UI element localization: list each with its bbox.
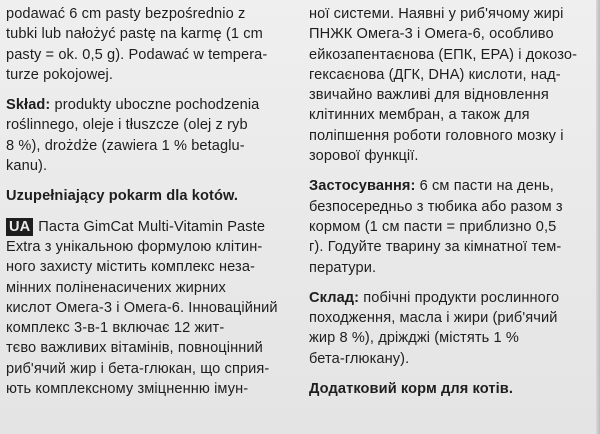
ua-intro-line: гексаєнова (ДГК, DHA) кислоти, над-: [309, 66, 561, 83]
ua-intro-line: ПНЖК Омега-3 і Омега-6, особливо: [309, 26, 554, 43]
pl-composition-text: produkty uboczne pochodzenia: [50, 97, 260, 114]
ua-language-badge: UA: [6, 218, 33, 236]
ua-intro-line: ейкозапентаєнова (ЕПК, EPA) і докозо-: [309, 46, 578, 63]
ua-intro-line: ної системи. Наявні у риб'ячому жирі: [309, 6, 564, 22]
pl-composition-line: 8 %), drożdże (zawiera 1 % betaglu-: [6, 137, 245, 154]
pl-intro-line: turze pokojowej.: [6, 66, 114, 83]
ua-description-line: риб'ячий жир і бета-глюкан, що сприя-: [6, 360, 270, 377]
ua-description-line: ного захисту містить комплекс неза-: [6, 259, 256, 276]
ua-composition-line: походження, масла і жири (риб'ячий: [309, 310, 558, 327]
ua-intro-line: зорової функції.: [309, 148, 419, 165]
ua-description-first-line: [6, 217, 291, 237]
ua-composition-text: побічні продукти рослинного: [359, 289, 560, 306]
label-edge: [596, 0, 600, 434]
pl-composition-line: kanu).: [6, 158, 48, 175]
left-column: [6, 4, 291, 399]
ua-description-line: Extra з унікальною формулою клітин-: [6, 238, 263, 255]
pl-intro-line: podawać 6 cm pasty bezpośrednio z: [6, 6, 246, 22]
ua-intro-line: звичайно важливі для відновлення: [309, 87, 549, 104]
ua-usage-text: 6 см пасти на день,: [415, 178, 554, 195]
right-column: [309, 4, 597, 399]
ua-usage-line: г). Годуйте тварину за кімнатної тем-: [309, 239, 562, 256]
ua-usage-line: безпосередньо з тюбика або разом з: [309, 198, 563, 215]
pl-composition-label: Skład:: [6, 97, 51, 114]
ua-usage-label: Застосування:: [309, 178, 416, 195]
ua-usage-first-line: [309, 176, 597, 196]
pl-composition-first-line: [6, 95, 291, 115]
ua-description-text: Паста GimCat Multi-Vitamin Paste: [38, 218, 266, 235]
ua-description-line: комплекс 3-в-1 включає 12 жит-: [6, 320, 225, 337]
ua-description-line: ють комплексному зміцненню імун-: [6, 381, 249, 398]
ua-description-line: мінних поліненасичених жирних: [6, 279, 226, 296]
pl-intro-line: pasty = ok. 0,5 g). Podawać w tempera-: [6, 46, 268, 63]
pl-composition-line: roślinnego, oleje i tłuszcze (olej z ryb: [6, 117, 248, 134]
ua-composition-line: бета-глюкану).: [309, 350, 410, 367]
ua-composition-label: Склад:: [309, 289, 360, 306]
pl-intro-line: tubki lub nałożyć pastę na karmę (1 cm: [6, 26, 263, 43]
ua-product-type-heading: Додатковий корм для котів.: [309, 381, 514, 398]
ua-description-line: кислот Омега-3 і Омега-6. Інноваційний: [6, 299, 278, 316]
ua-composition-first-line: [309, 288, 597, 308]
ua-intro-line: поліпшення роботи головного мозку і: [309, 127, 564, 144]
ua-usage-line: ператури.: [309, 259, 377, 276]
ua-intro-line: клітинних мембран, а також для: [309, 107, 530, 124]
ua-description-line: тєво важливих вітамінів, повноцінний: [6, 340, 263, 357]
pl-product-type-heading: Uzupełniający pokarm dla kotów.: [6, 188, 239, 205]
ua-composition-line: жир 8 %), дріжджі (містять 1 %: [309, 330, 519, 347]
ua-usage-line: кормом (1 см пасти = приблизно 0,5: [309, 218, 557, 235]
